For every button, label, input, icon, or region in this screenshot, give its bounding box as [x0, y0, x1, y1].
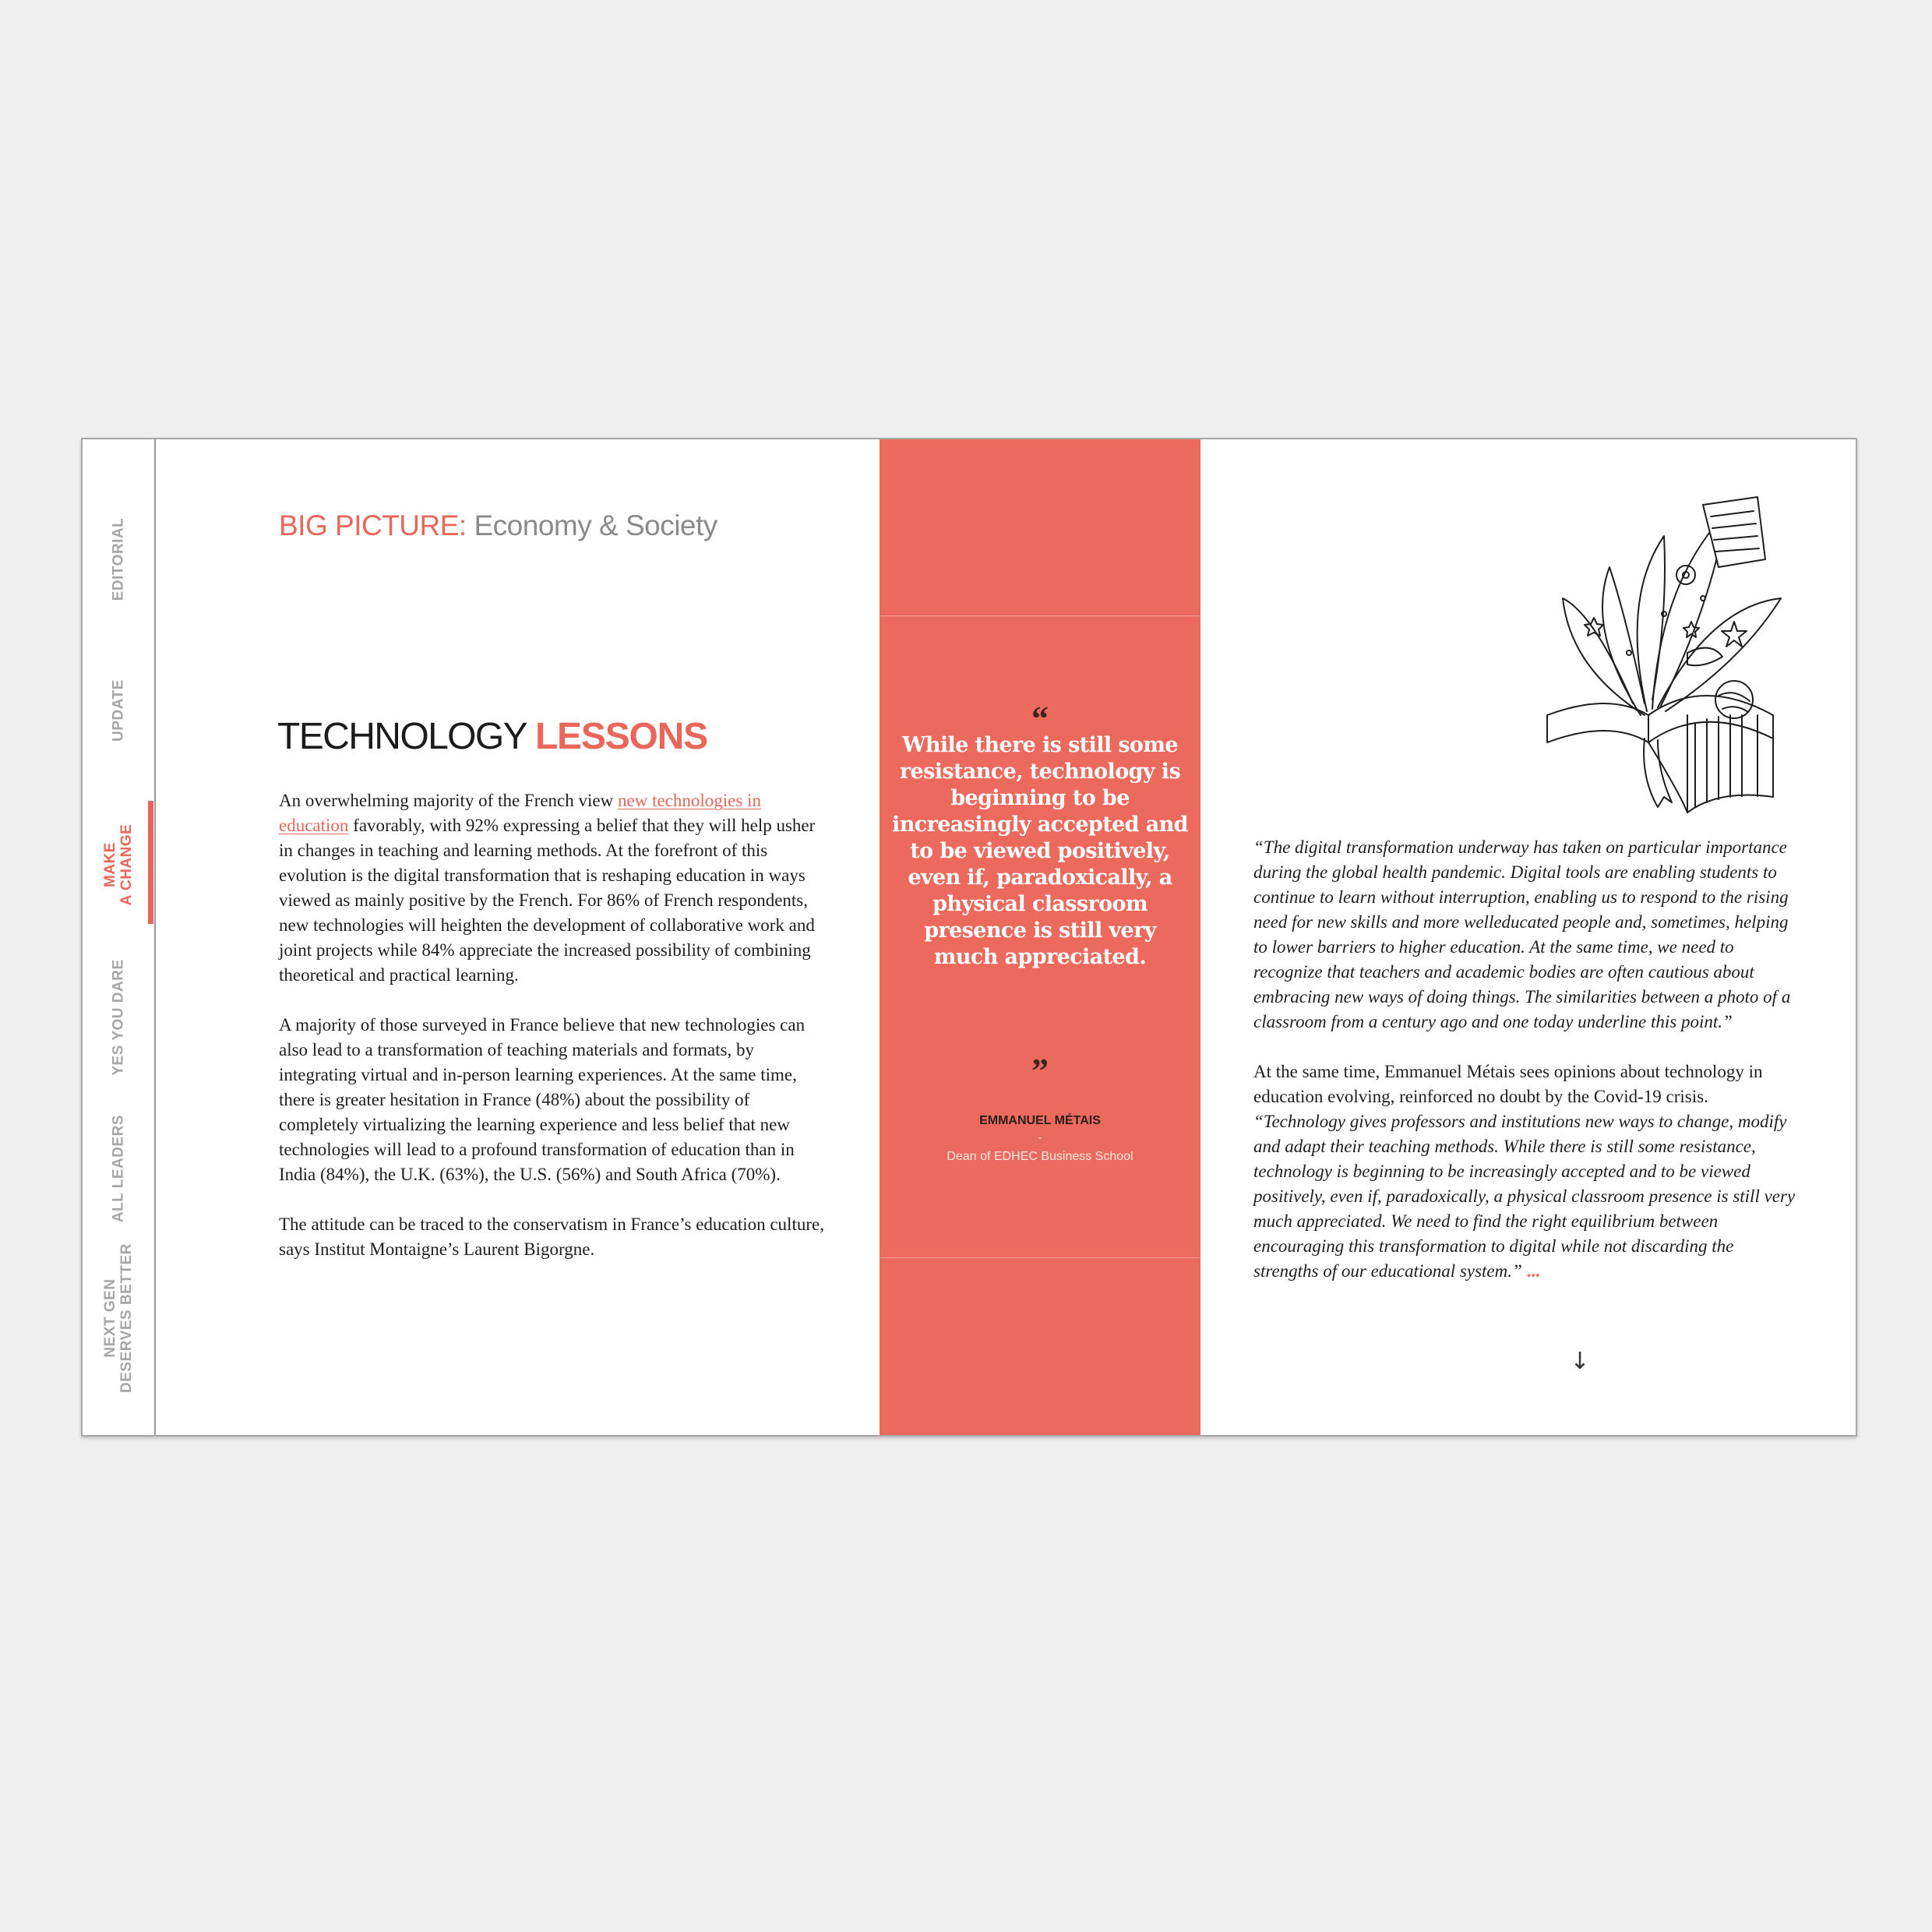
paragraph: At the same time, Emmanuel Métais sees opinions about technology in education evolving, reinforced no doubt by the Covid-19 crisis. “Technology gives professors and institutions new ways to change, modify and adapt their teaching methods. While there is still some resistance, technology is beginning to be increasingly accepted and to be viewed positively, even if, paradoxically, a physical classroom presence is still very much appreciated. We need to find the right equilibrium between encouraging this transformation to digital while not discarding the strengths of our educational system.” ... — [1253, 1062, 1796, 1281]
paragraph: A majority of those surveyed in France believe that new technologies can also lead to a transformation of teaching materials and formats, by integrating virtual and in-person learning experiences. At the same time, there is greater hesitation in France (48%) about the possibility of completely virtualizing the learning experience and less belief that new technologies will lead to a profound transformation of education than in India (84%), the U.K. (63%), the U.S. (56%) and South Africa (70%). — [279, 1015, 806, 1184]
open-book-illustration-icon — [1454, 481, 1796, 824]
open-quote-icon: “ — [1031, 700, 1049, 738]
divider — [880, 1257, 1200, 1258]
nav-label: ALL LEADERS — [110, 1114, 127, 1223]
quote-author-role: Dean of EDHEC Business School — [947, 1150, 1133, 1163]
article-title — [277, 715, 707, 758]
paragraph: An overwhelming majority of the French view new technologies in education favorably, with 92% expressing a belief that they will help usher in changes in teaching and learning methods. At the forefront of this evolution is the digital transformation that is reshaping education in ways viewed as mainly positive by the French. For 86% of French respondents, new technologies will heighten the development of collaborative work and joint projects while 84% appreciate the increased possibility of combining theoretical and practical learning. — [279, 791, 816, 985]
pull-quote-band — [880, 439, 1200, 1435]
new-technologies-link[interactable]: new technologies in education — [279, 791, 761, 835]
divider — [880, 615, 1200, 616]
nav-label: MAKE A CHANGE — [102, 823, 135, 906]
read-more-link[interactable]: ... — [1526, 1261, 1540, 1281]
nav-label: EDITORIAL — [110, 517, 127, 601]
section-nav — [83, 439, 156, 1435]
attribution-separator: - — [1038, 1131, 1042, 1144]
nav-label: UPDATE — [110, 679, 127, 742]
pull-quote: While there is still some resistance, technology is beginning to be increasingly accepted and to be viewed positively, even if, paradoxically, a physical classroom presence is still very much appreciated. — [892, 733, 1188, 969]
subsection-name: Economy & Society — [474, 509, 717, 541]
quote-author: EMMANUEL MÉTAIS — [979, 1114, 1101, 1127]
section-kicker — [279, 509, 717, 542]
nav-label: NEXT GEN DESERVES BETTER — [102, 1243, 135, 1393]
nav-label: YES YOU DARE — [110, 959, 127, 1076]
arrow-down-icon[interactable]: ↓ — [1570, 1348, 1590, 1375]
active-nav-indicator — [148, 801, 153, 924]
title-light: TECHNOLOGY — [277, 716, 527, 757]
article-body-left — [279, 788, 832, 1287]
magazine-spread — [81, 438, 1857, 1437]
quote-paragraph: “The digital transformation underway has taken on particular importance during the global health pandemic. Digital tools are enabling students to continue to learn without interruption, enabling us to respond to the rising need for new skills and more welleducated people and, sometimes, helping to lower barriers to higher education. At the same time, we need to recognize that teachers and academic bodies are often cautious about embracing new ways of doing things. The similarities between a photo of a classroom from a century ago and one today underline this point.” — [1253, 837, 1791, 1031]
paragraph: The attitude can be traced to the conservatism in France’s education culture, says Institut Montaigne’s Laurent Bigorgne. — [279, 1215, 824, 1259]
close-quote-icon: ” — [1031, 1052, 1049, 1090]
article-body-right — [1253, 835, 1799, 1309]
title-bold: LESSONS — [534, 716, 707, 757]
section-name: BIG PICTURE: — [279, 509, 467, 541]
